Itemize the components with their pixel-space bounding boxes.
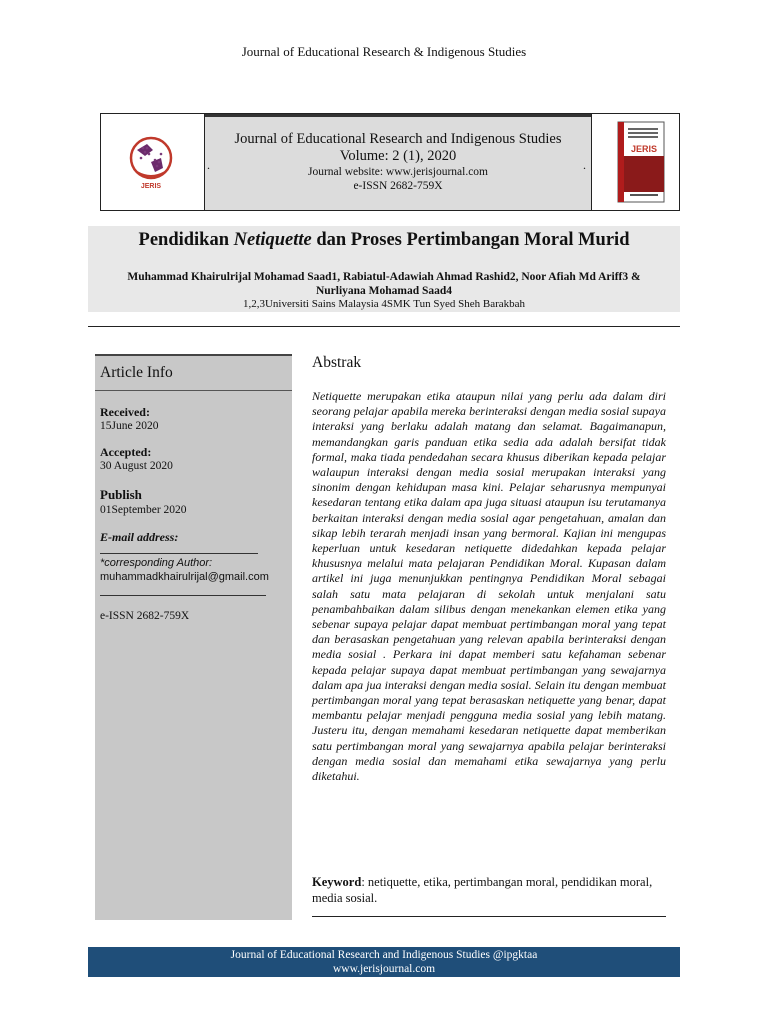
masthead-dot-left: . [207,158,210,172]
affiliations: 1,2,3Universiti Sains Malaysia 4SMK Tun Syed Sheh Barakbah [242,298,526,310]
masthead-info [205,114,591,210]
info-eissn: e-ISSN 2682-759X [100,610,190,622]
publish-label: Publish [100,487,142,502]
authors-line-1: Muhammad Khairulrijal Mohamad Saad1, Rabiatul-Adawiah Ahmad Rashid2, Noor Afiah Md Ariff3 & [127,271,641,283]
keyword-label: Keyword [312,875,362,889]
footer-journal: Journal of Educational Research and Indigenous Studies @ipgktaa [230,949,538,961]
accepted-label: Accepted: [100,445,152,459]
journal-eissn: e-ISSN 2682-759X [353,180,443,192]
keywords [312,874,666,906]
abstract-heading: Abstrak [312,354,362,371]
journal-logo [101,114,205,210]
keyword-list: : netiquette, etika, pertimbangan moral, pendidikan moral, media sosial. [312,875,653,905]
page-footer [88,947,680,977]
divider [95,390,292,391]
corresponding-author-label: *corresponding Author: [100,557,213,569]
publish-date: 01September 2020 [100,504,187,516]
globe-logo-icon [101,114,205,210]
divider [88,326,680,327]
divider [312,916,666,917]
article-info-panel [95,354,292,920]
article-info-heading: Article Info [100,364,173,381]
journal-cover-thumbnail [591,114,679,210]
divider [100,553,258,554]
abstract-body: Netiquette merupakan etika ataupun nilai yang perlu ada dalam diri seorang pelajar apabila mereka berinteraksi dengan media sosial supaya interaksi yang berlaku adalah matang dan selamat. Bagaimanapun, memandangkan garis panduan etika sedia ada adalah bersifat tidak formal, maka tiada pendedahan secara khusus diberikan kepada pelajar walaupun interaksi dengan media sosial merupakan interaksi yang sinonim dengan kehidupan masa kini. Pelajar seharusnya mempunyai kesedaran tentang etika dalam apa juga situasi ataupun isu terutamanya berkaitan interaksi dengan media sosial agar pengetahuan, amalan dan sikap lebih terarah menjadi insan yang bermoral. Kajian ini mengupas keperluan untuk kesedaran netiquette didedahkan kepada pelajar khususnya melalui mata pelajaran Pendidikan Moral. Kupasan dalam artikel ini juga menunjukkan pentingnya Pendidikan Moral sebagai salah satu mata pelajaran di sekolah untuk menjalani satu penambahbaikan dalam silibus dengan menekankan elemen etika yang sebenar supaya pelajar dapat membuat pertimbangan moral yang tepat dan berasaskan pengetahuan yang relevan apabila berinteraksi dengan media sosial . Perkara ini dapat memberi satu kefahaman sebenar kepada pelajar supaya dapat membuat pertimbangan yang sewajarnya dalam apa jua interaksi dengan media sosial. Selain itu dengan membuat pertimbangan moral yang tepat berasaskan netiquette yang benar, dapat membantu pelajar menjadi pengguna media sosial yang lebih matang. Justeru itu, dengan memahami kesedaran netiquette dapat memberikan satu pertimbangan moral yang sewajarnya apabila pelajar berinteraksi dengan media sosial dan memahami etika sewajarnya yang perlu diketahui. [312,389,666,784]
masthead-dot-right: . [583,158,586,172]
running-head: Journal of Educational Research & Indigenous Studies [241,44,527,59]
svg-text:JERIS: JERIS [630,144,658,154]
accepted-date: 30 August 2020 [100,460,173,472]
journal-cover-icon [592,114,680,210]
divider [100,595,266,596]
author-list [88,270,680,298]
paper-title: Pendidikan Netiquette dan Proses Pertimbangan Moral Murid [138,230,630,250]
footer-website: www.jerisjournal.com [332,963,436,975]
svg-text:JERIS: JERIS [140,183,162,190]
author-email: muhammadkhairulrijal@gmail.com [100,571,269,583]
authors-line-2: Nurliyana Mohamad Saad4 [315,285,453,297]
journal-website: Journal website: www.jerisjournal.com [307,166,489,178]
email-label: E-mail address: [100,530,179,544]
journal-masthead [100,113,680,211]
received-label: Received: [100,405,150,419]
received-date: 15June 2020 [100,420,159,432]
journal-volume: Volume: 2 (1), 2020 [339,148,457,164]
journal-name: Journal of Educational Research and Indigenous Studies [234,131,562,147]
